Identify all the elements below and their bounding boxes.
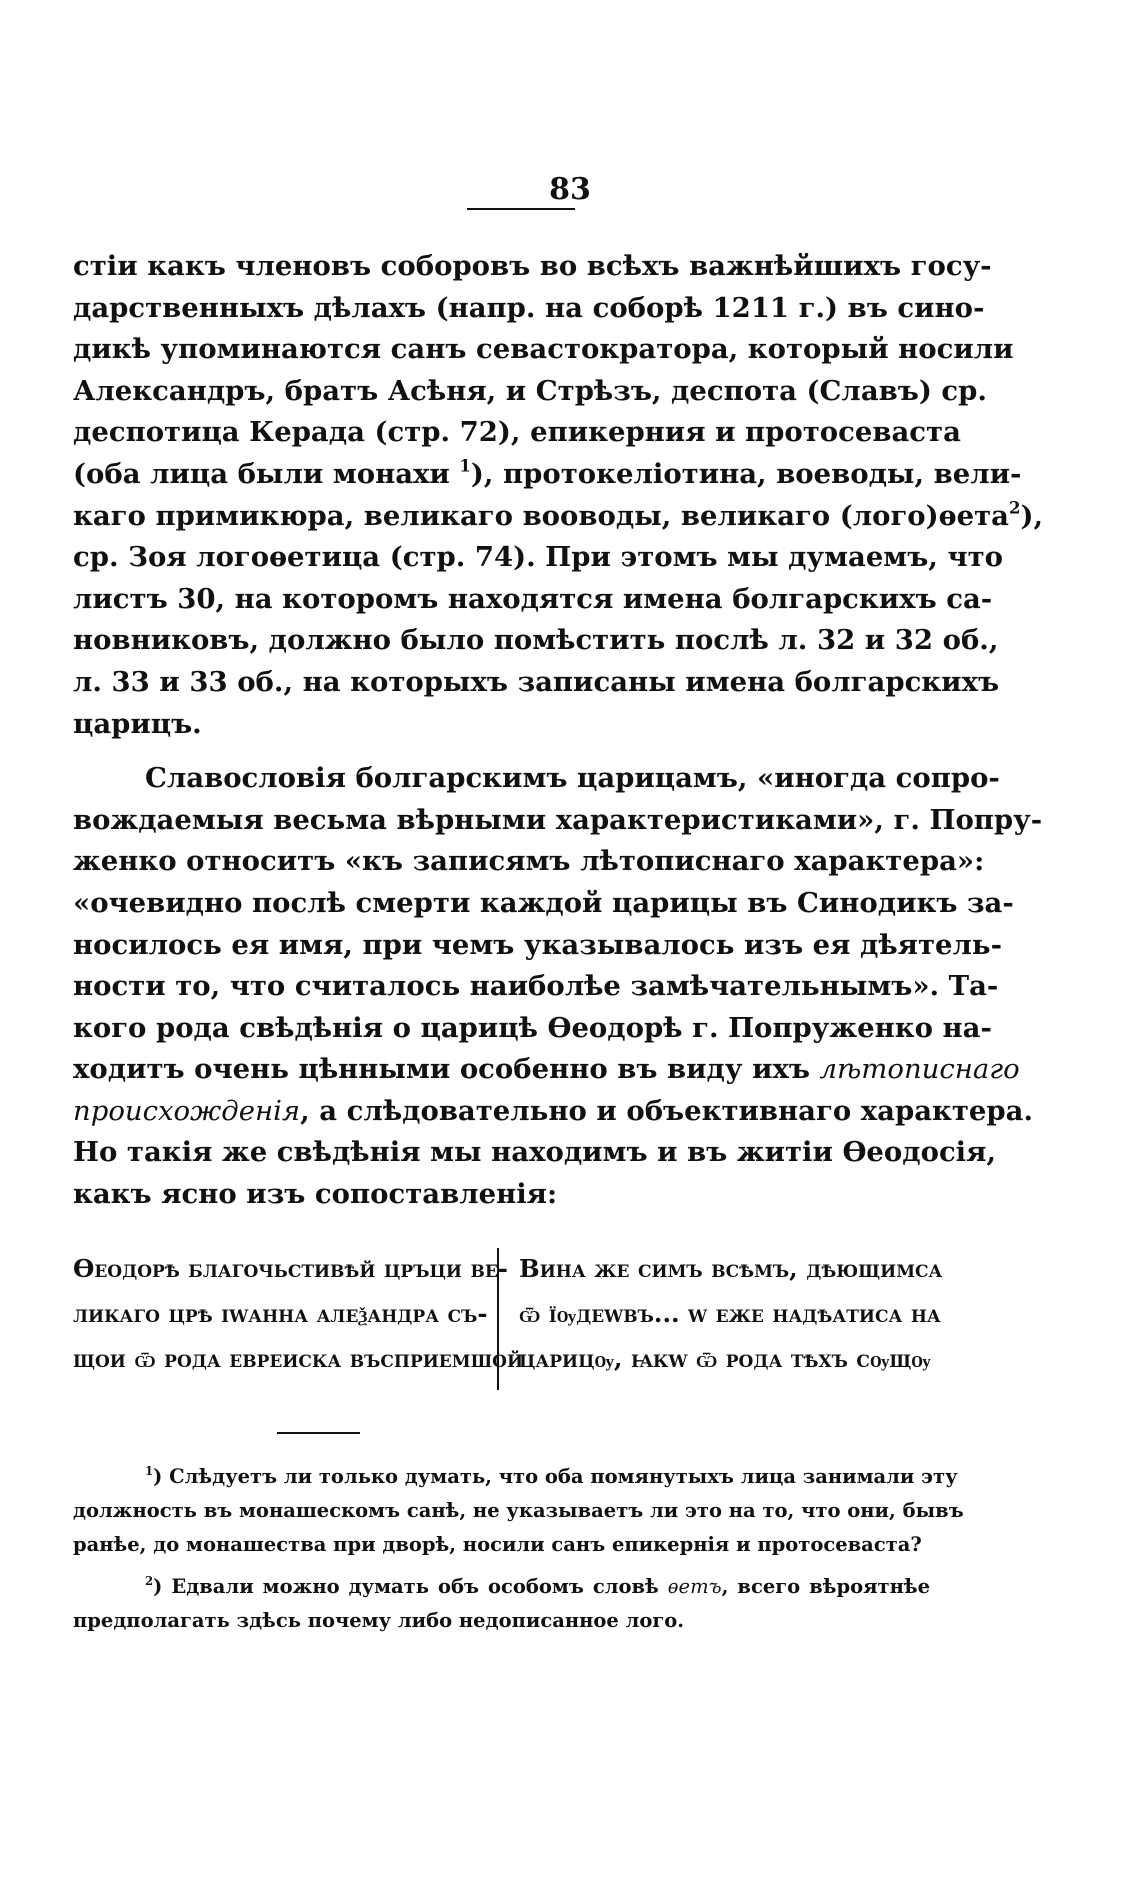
text-line: листъ 30, на которомъ находятся имена болгарскихъ са-	[73, 582, 993, 615]
quote-line: ѿ їѹдеwвъ... w еже надѣатиса на	[519, 1299, 941, 1328]
footnote-1	[73, 1460, 964, 1562]
footnote-2	[73, 1570, 930, 1638]
paragraph-2	[73, 758, 1043, 1216]
text-line: новниковъ, должно было помѣстить послѣ л. 32 и 32 об.,	[73, 624, 999, 657]
quote-line: щои ѿ рода евреиска въсприемшой	[73, 1344, 524, 1373]
quote-left-column	[73, 1246, 524, 1381]
text-line: стіи какъ членовъ соборовъ во всѣхъ важнѣйшихъ госу-	[73, 250, 992, 282]
italic-phrase: лѣтописнаго	[819, 1053, 1020, 1086]
quote-line: Вина же симъ всѣмъ, дѣющимса	[519, 1254, 943, 1283]
text-line	[73, 496, 1044, 538]
text-line: кого рода свѣдѣнія о царицѣ Ѳеодорѣ г. Попруженко на-	[73, 1011, 992, 1044]
text-fragment: (оба лица были монахи	[73, 457, 460, 490]
footnote-marker: 1	[145, 1463, 154, 1478]
comparison-quote	[73, 1246, 943, 1396]
text-fragment: ),	[1020, 499, 1044, 532]
text-line: царицъ.	[73, 707, 202, 740]
text-line: женко относитъ «къ записямъ лѣтописнаго характера»:	[73, 845, 985, 878]
italic-phrase: происхожденія	[73, 1094, 301, 1127]
text-fragment: каго примикюра, великаго вооводы, великаго (лого)ѳета	[73, 499, 1009, 532]
main-text	[73, 246, 1044, 1216]
text-fragment: ) Едвали можно думать объ особомъ словѣ	[153, 1575, 668, 1598]
text-line: какъ ясно изъ сопоставленія:	[73, 1178, 558, 1211]
page-number-rule	[467, 208, 575, 210]
footnote-ref-2: 2	[1008, 498, 1021, 518]
footnote-marker: 2	[145, 1573, 154, 1588]
text-fragment: ходитъ очень цѣнными особенно въ виду ихъ	[73, 1053, 820, 1086]
text-line	[73, 1049, 1020, 1091]
text-fragment: , всего вѣроятнѣе	[721, 1575, 930, 1598]
quote-line: царицѹ, ꙗкw ѿ рода тѣхъ сѹщѹ	[519, 1344, 931, 1373]
quote-right-column	[519, 1246, 943, 1381]
text-line: ности то, что считалось наиболѣе замѣчательнымъ». Та-	[73, 970, 999, 1003]
italic-phrase: ѳетъ	[667, 1575, 722, 1598]
text-line: л. 33 и 33 об., на которыхъ записаны имена болгарскихъ	[73, 665, 1000, 698]
text-line	[73, 454, 1022, 496]
page-number: 83	[549, 172, 591, 207]
footnote-line: ранѣе, до монашества при дворѣ, носили санъ епикернія и протосеваста?	[73, 1533, 922, 1556]
text-line: Но такія же свѣдѣнія мы находимъ и въ житіи Ѳеодосія,	[73, 1136, 997, 1169]
quote-line: ликаго црѣ іwанна алеѯандра съ-	[73, 1299, 488, 1328]
footnote-line: должность въ монашескомъ санѣ, не указываетъ ли это на то, что они, бывъ	[73, 1499, 964, 1522]
footnotes	[73, 1460, 964, 1638]
footnote-line	[73, 1570, 930, 1604]
footnote-ref-1: 1	[459, 456, 471, 476]
text-line: деспотица Керада (стр. 72), епикерния и протосеваста	[73, 416, 961, 449]
footnote-line: предполагать здѣсь почему либо недописанное лого.	[73, 1609, 685, 1632]
footnote-separator	[277, 1432, 360, 1434]
footnote-line	[73, 1460, 958, 1494]
text-line: вождаемыя весьма вѣрными характеристиками», г. Попру-	[73, 803, 1043, 836]
text-line: Александръ, братъ Асѣня, и Стрѣзъ, деспота (Славъ) ср.	[73, 374, 987, 407]
text-line: ср. Зоя логоѳетица (стр. 74). При этомъ мы думаемъ, что	[73, 541, 1003, 574]
text-line: Славословія болгарскимъ царицамъ, «иногда сопро-	[145, 762, 1000, 795]
text-line	[73, 1091, 1034, 1133]
paragraph-1	[73, 246, 1044, 745]
text-fragment: ) Слѣдуетъ ли только думать, что оба помянутыхъ лица занимали эту	[153, 1465, 958, 1488]
quote-line: Ѳеодорѣ благочьстивѣй цръци ве-	[73, 1254, 508, 1283]
footnote-gap	[73, 1562, 930, 1570]
text-line: дарственныхъ дѣлахъ (напр. на соборѣ 1211 г.) въ сино-	[73, 291, 985, 324]
text-line: «очевидно послѣ смерти каждой царицы въ Синодикъ за-	[73, 886, 1014, 919]
paragraph-gap	[73, 745, 930, 758]
text-fragment: ), протокеліотина, воеводы, вели-	[470, 457, 1022, 490]
text-line: дикѣ упоминаются санъ севастократора, который носили	[73, 333, 1014, 366]
text-fragment: , а слѣдовательно и объективнаго характера.	[300, 1094, 1034, 1127]
column-divider	[497, 1248, 499, 1390]
text-line: носилось ея имя, при чемъ указывалось изъ ея дѣятель-	[73, 928, 1002, 961]
